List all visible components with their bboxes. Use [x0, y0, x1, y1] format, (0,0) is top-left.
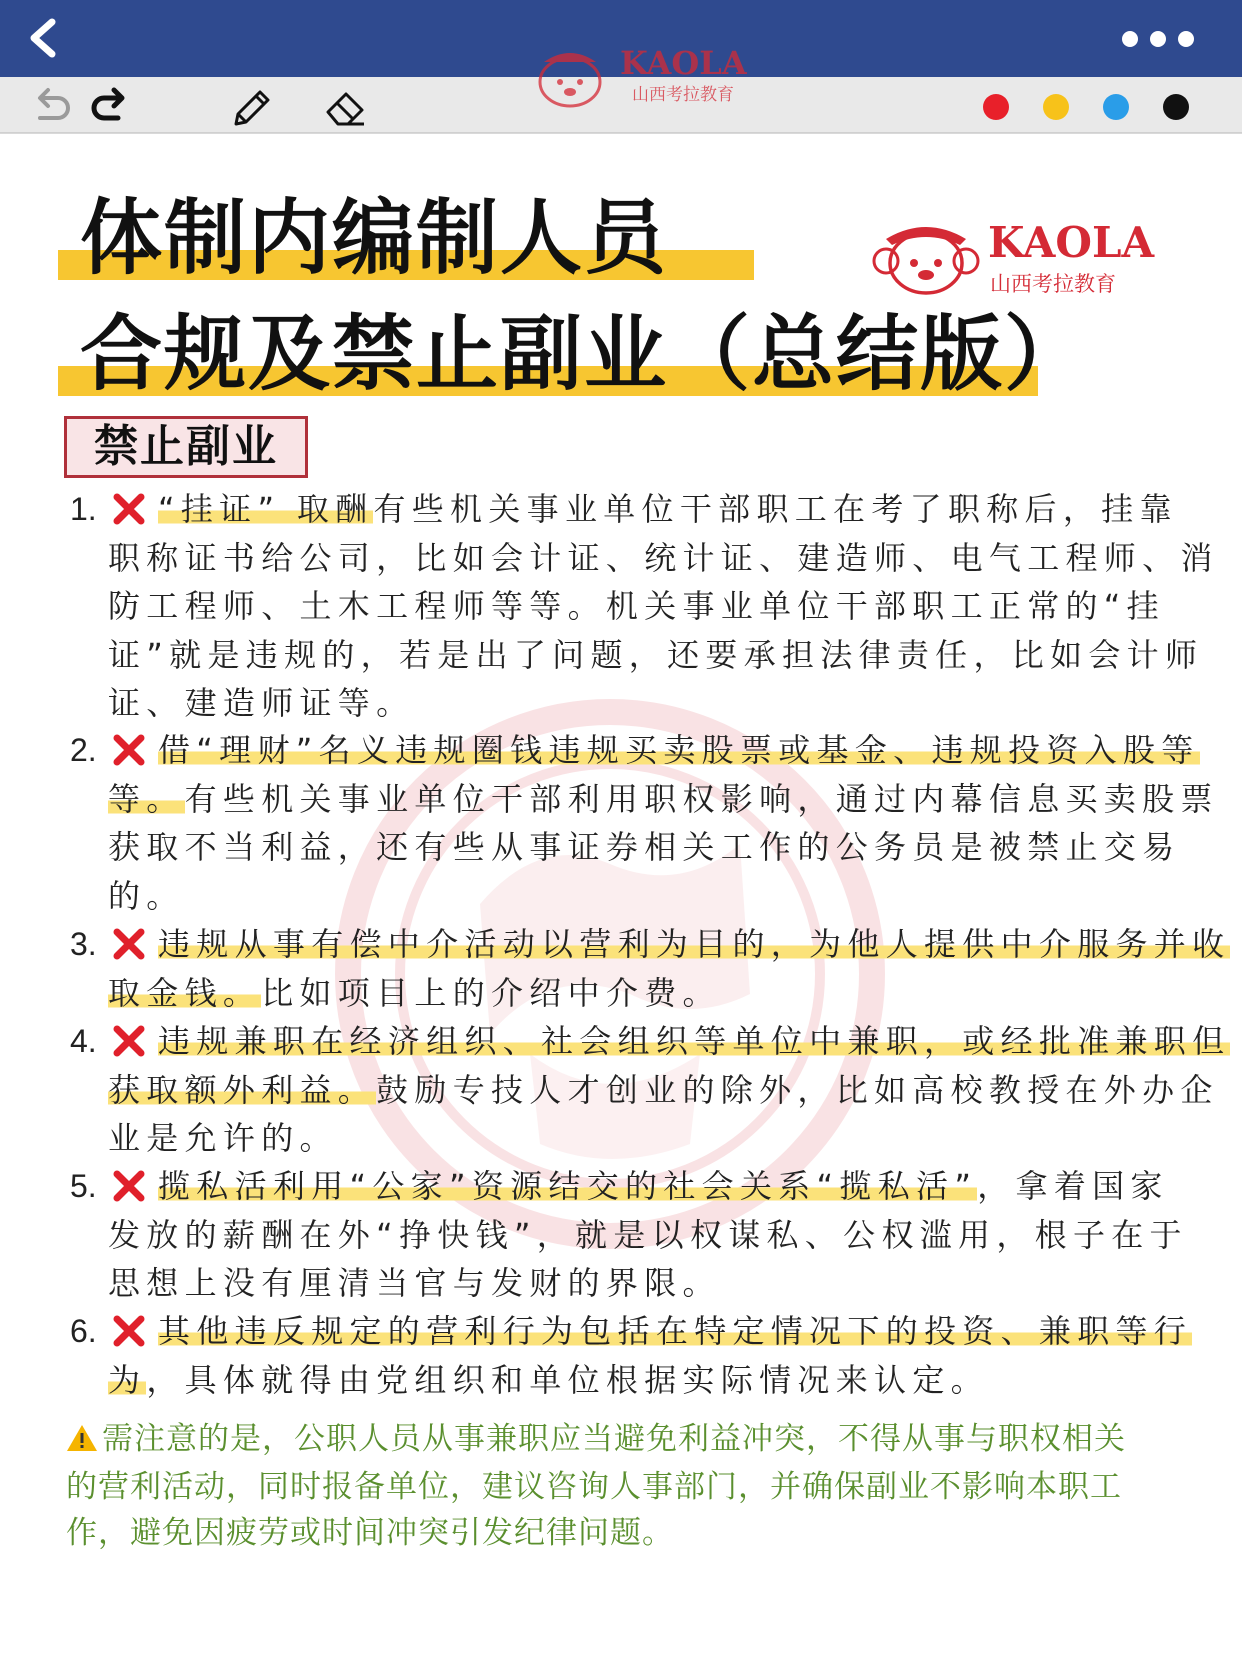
section-tag [64, 416, 308, 478]
brand-logo-tagline: 山西考拉教育 [990, 272, 1116, 296]
note-line-3: 作，避免因疲劳或时间冲突引发纪律问题。 [66, 1515, 674, 1551]
note-line-1 [66, 1416, 1186, 1462]
list-item-line [108, 1355, 989, 1406]
brand-logo-name: KAOLA [988, 218, 1155, 267]
body-text: 比如项目上的介绍中介费。 [261, 973, 721, 1012]
highlighted-text: 取金钱。 [108, 973, 262, 1012]
list-item-line [108, 630, 1203, 681]
list-item-number: 4. [70, 1023, 97, 1059]
list-item-line [158, 1161, 1169, 1212]
cross-mark-icon [112, 1024, 146, 1058]
body-text: ，拿着国家 [977, 1167, 1169, 1205]
list-item-number: 2. [70, 732, 97, 768]
page-title-line-1: 体制内编制人员 [80, 191, 669, 286]
list-item-line [158, 1306, 1192, 1357]
list-item-line [108, 1113, 338, 1164]
body-text: 发放的薪酬在外“挣快钱”，就是以权谋私、公权滥用，根子在于 [108, 1215, 1188, 1254]
color-black[interactable] [1163, 94, 1189, 120]
warning-icon [66, 1423, 98, 1453]
note-text-1: 需注意的是，公职人员从事兼职应当避免利益冲突，不得从事与职权相关 [102, 1421, 1126, 1457]
list-item-number: 1. [70, 491, 97, 527]
top-logo-tagline: 山西考拉教育 [632, 85, 734, 105]
cross-mark-icon [112, 733, 146, 767]
eraser-icon[interactable] [322, 84, 368, 130]
color-red[interactable] [983, 94, 1009, 120]
list-item-line [108, 1210, 1188, 1261]
cross-mark-icon [112, 1169, 146, 1203]
kaola-brand-logo [868, 205, 1168, 305]
cross-mark-icon [112, 1314, 146, 1348]
undo-icon[interactable] [28, 84, 74, 130]
highlighted-text: 借“理财”名义违规圈钱违规买卖股票或基金、违规投资入股等 [158, 731, 1200, 769]
list-item-line [158, 484, 1178, 535]
note-line-2: 的营利活动，同时报备单位，建议咨询人事部门，并确保副业不影响本职工 [66, 1469, 1122, 1505]
body-text: 职称证书给公司，比如会计证、统计证、建造师、电气工程师、消 [108, 538, 1219, 577]
list-item-line [108, 871, 185, 922]
cross-mark-icon [112, 927, 146, 961]
section-tag-label: 禁止副业 [94, 421, 278, 472]
body-text: 鼓励专技人才创业的除外，比如高校教授在外办企 [376, 1070, 1219, 1109]
body-text: 证、建造师证等。 [108, 684, 415, 722]
list-item-line [108, 1258, 721, 1309]
highlighted-text: 其他违反规定的营利行为包括在特定情况下的投资、兼职等行 [158, 1312, 1193, 1350]
body-text: 有些机关事业单位干部职工在考了职称后，挂靠 [373, 490, 1178, 528]
color-yellow[interactable] [1043, 94, 1069, 120]
back-chevron-icon[interactable] [22, 16, 66, 60]
body-text: 防工程师、土木工程师等等。机关事业单位干部职工正常的“挂 [108, 587, 1165, 625]
page-title-line-2: 合规及禁止副业（总结版） [80, 307, 1089, 402]
body-text: 的。 [108, 876, 185, 915]
body-text: 获取不当利益，还有些从事证券相关工作的公务员是被禁止交易 [108, 828, 1181, 866]
list-item-number: 6. [70, 1313, 97, 1349]
highlighted-text: 揽私活利用“公家”资源结交的社会关系“揽私活” [158, 1167, 978, 1205]
list-item-line [108, 822, 1180, 873]
highlighted-text: 为 [108, 1360, 147, 1399]
kaola-logo-watermark [528, 38, 758, 112]
body-text: 证”就是违规的，若是出了问题，还要承担法律责任，比如会计师 [108, 635, 1204, 674]
body-text: 思想上没有厘清当官与发财的界限。 [108, 1264, 721, 1302]
list-item-line [158, 919, 1230, 970]
list-item-line [108, 581, 1165, 632]
cross-mark-icon [112, 492, 146, 526]
list-item-number: 3. [70, 926, 97, 962]
list-item-line [108, 678, 414, 729]
color-blue[interactable] [1103, 94, 1129, 120]
list-item-number: 5. [70, 1168, 97, 1204]
pencil-icon[interactable] [228, 84, 274, 130]
highlighted-text: 等。 [108, 779, 185, 818]
more-options-icon[interactable] [1116, 24, 1216, 54]
body-text: ，具体就得由党组织和单位根据实际情况来认定。 [146, 1360, 989, 1399]
list-item-line [108, 774, 1219, 825]
body-text: 有些机关事业单位干部利用职权影响，通过内幕信息买卖股票 [184, 779, 1219, 818]
highlighted-text: 违规兼职在经济组织、社会组织等单位中兼职，或经批准兼职但 [158, 1022, 1231, 1060]
list-item-line [108, 533, 1219, 584]
list-item-line [108, 968, 721, 1019]
redo-icon[interactable] [88, 84, 134, 130]
list-item-line [158, 725, 1200, 776]
top-logo-name: KAOLA [620, 44, 747, 82]
document-page [0, 134, 1242, 1656]
highlighted-text: 获取额外利益。 [108, 1070, 377, 1109]
list-item-line [108, 1065, 1219, 1116]
highlighted-text: 违规从事有偿中介活动以营利为目的，为他人提供中介服务并收 [158, 925, 1231, 963]
list-item-line [158, 1016, 1230, 1067]
highlighted-text: “挂证” 取酬 [158, 490, 374, 528]
body-text: 业是允许的。 [108, 1119, 338, 1157]
